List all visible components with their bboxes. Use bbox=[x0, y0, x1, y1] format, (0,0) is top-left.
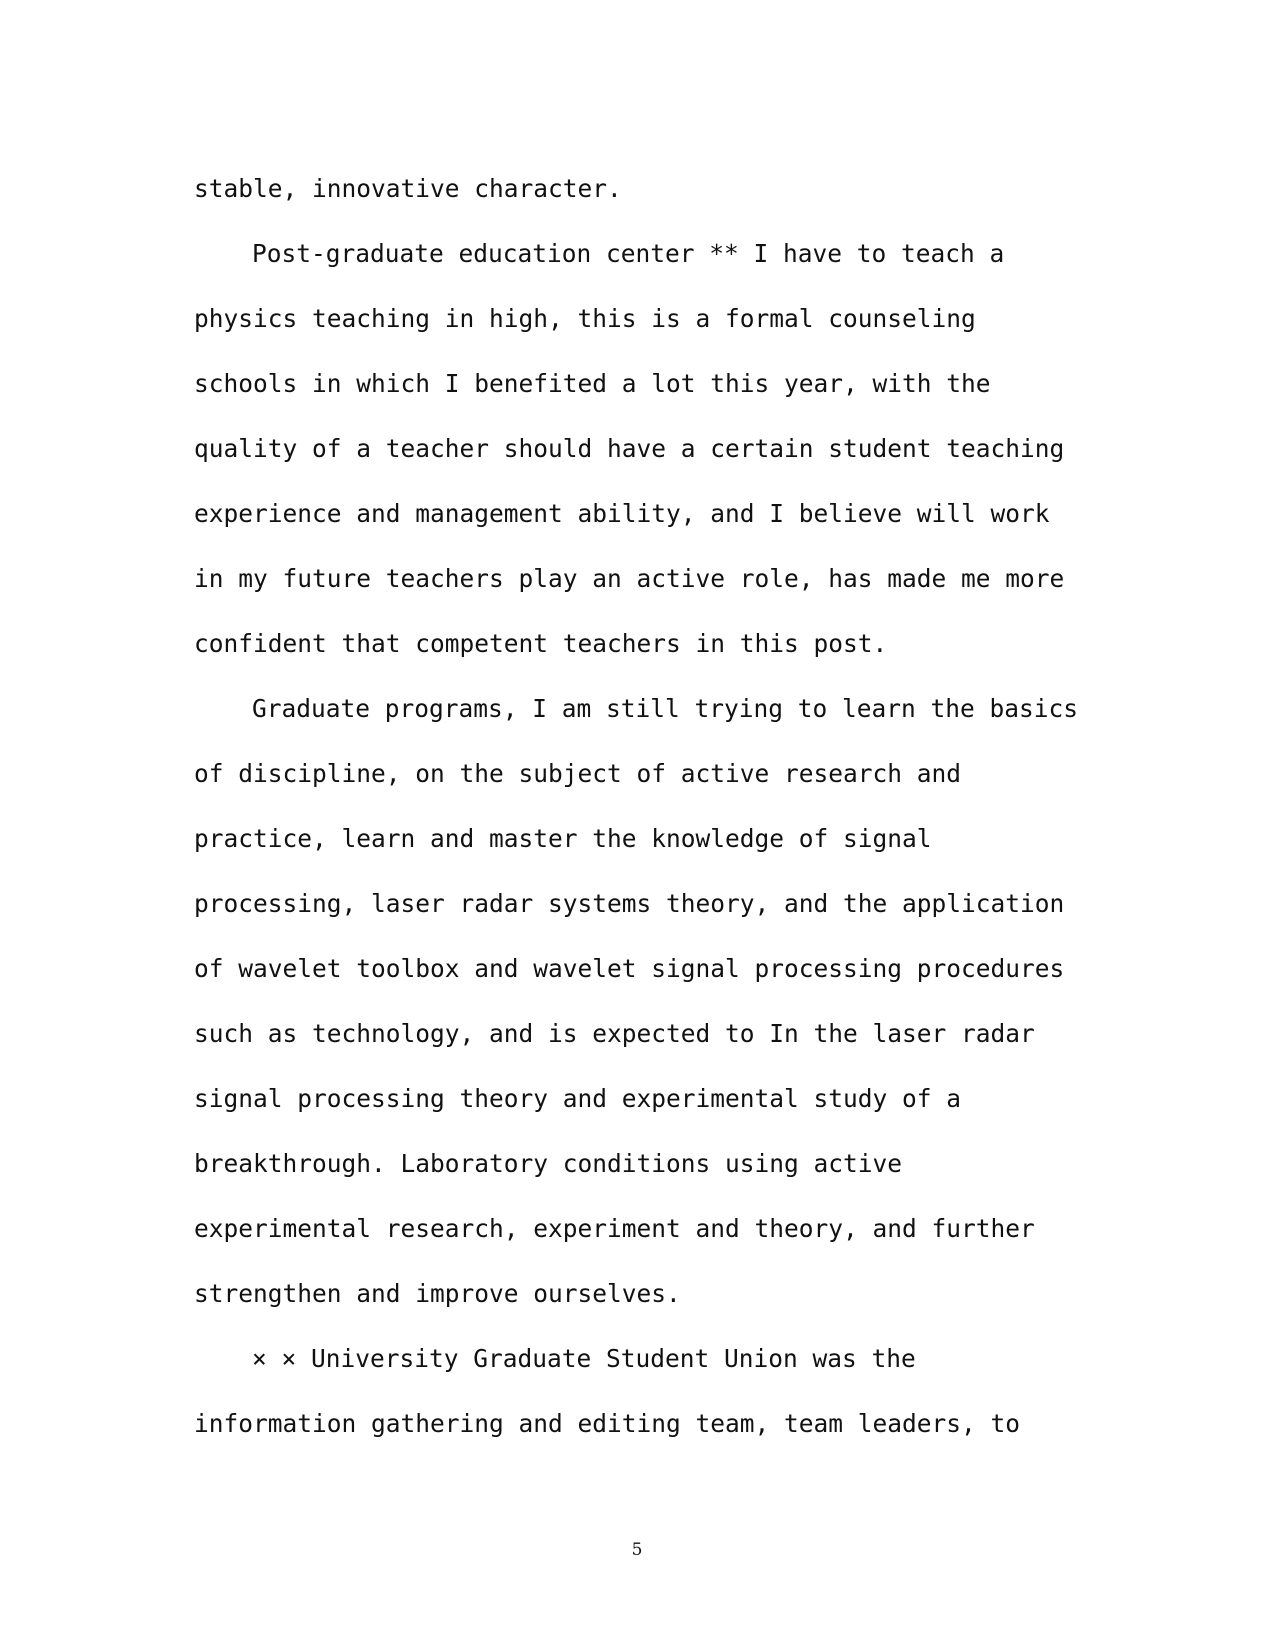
text-line: information gathering and editing team, team leaders, to bbox=[194, 1409, 1021, 1438]
text-line: practice, learn and master the knowledge of signal bbox=[194, 824, 932, 853]
text-line: experimental research, experiment and theory, and further bbox=[194, 1214, 1035, 1243]
text-line: in my future teachers play an active role, has made me more bbox=[194, 564, 1065, 593]
text-line: breakthrough. Laboratory conditions using active bbox=[194, 1149, 903, 1178]
text-line: strengthen and improve ourselves. bbox=[194, 1279, 681, 1308]
text-line: × × University Graduate Student Union was the bbox=[252, 1344, 916, 1373]
text-line: Post-graduate education center ** I have to teach a bbox=[252, 239, 1005, 268]
page-number: 5 bbox=[631, 1540, 643, 1560]
text-line: stable, innovative character. bbox=[194, 174, 622, 203]
text-line: quality of a teacher should have a certain student teaching bbox=[194, 434, 1065, 463]
body-text bbox=[194, 156, 1094, 1456]
text-line: Graduate programs, I am still trying to learn the basics bbox=[252, 694, 1079, 723]
text-line: of discipline, on the subject of active research and bbox=[194, 759, 962, 788]
text-line: physics teaching in high, this is a formal counseling bbox=[194, 304, 976, 333]
text-line: of wavelet toolbox and wavelet signal processing procedures bbox=[194, 954, 1065, 983]
text-line: schools in which I benefited a lot this year, with the bbox=[194, 369, 991, 398]
text-line: such as technology, and is expected to In the laser radar bbox=[194, 1019, 1035, 1048]
text-line: experience and management ability, and I believe will work bbox=[194, 499, 1050, 528]
text-line: processing, laser radar systems theory, and the application bbox=[194, 889, 1065, 918]
text-line: signal processing theory and experimental study of a bbox=[194, 1084, 962, 1113]
text-line: confident that competent teachers in this post. bbox=[194, 629, 888, 658]
